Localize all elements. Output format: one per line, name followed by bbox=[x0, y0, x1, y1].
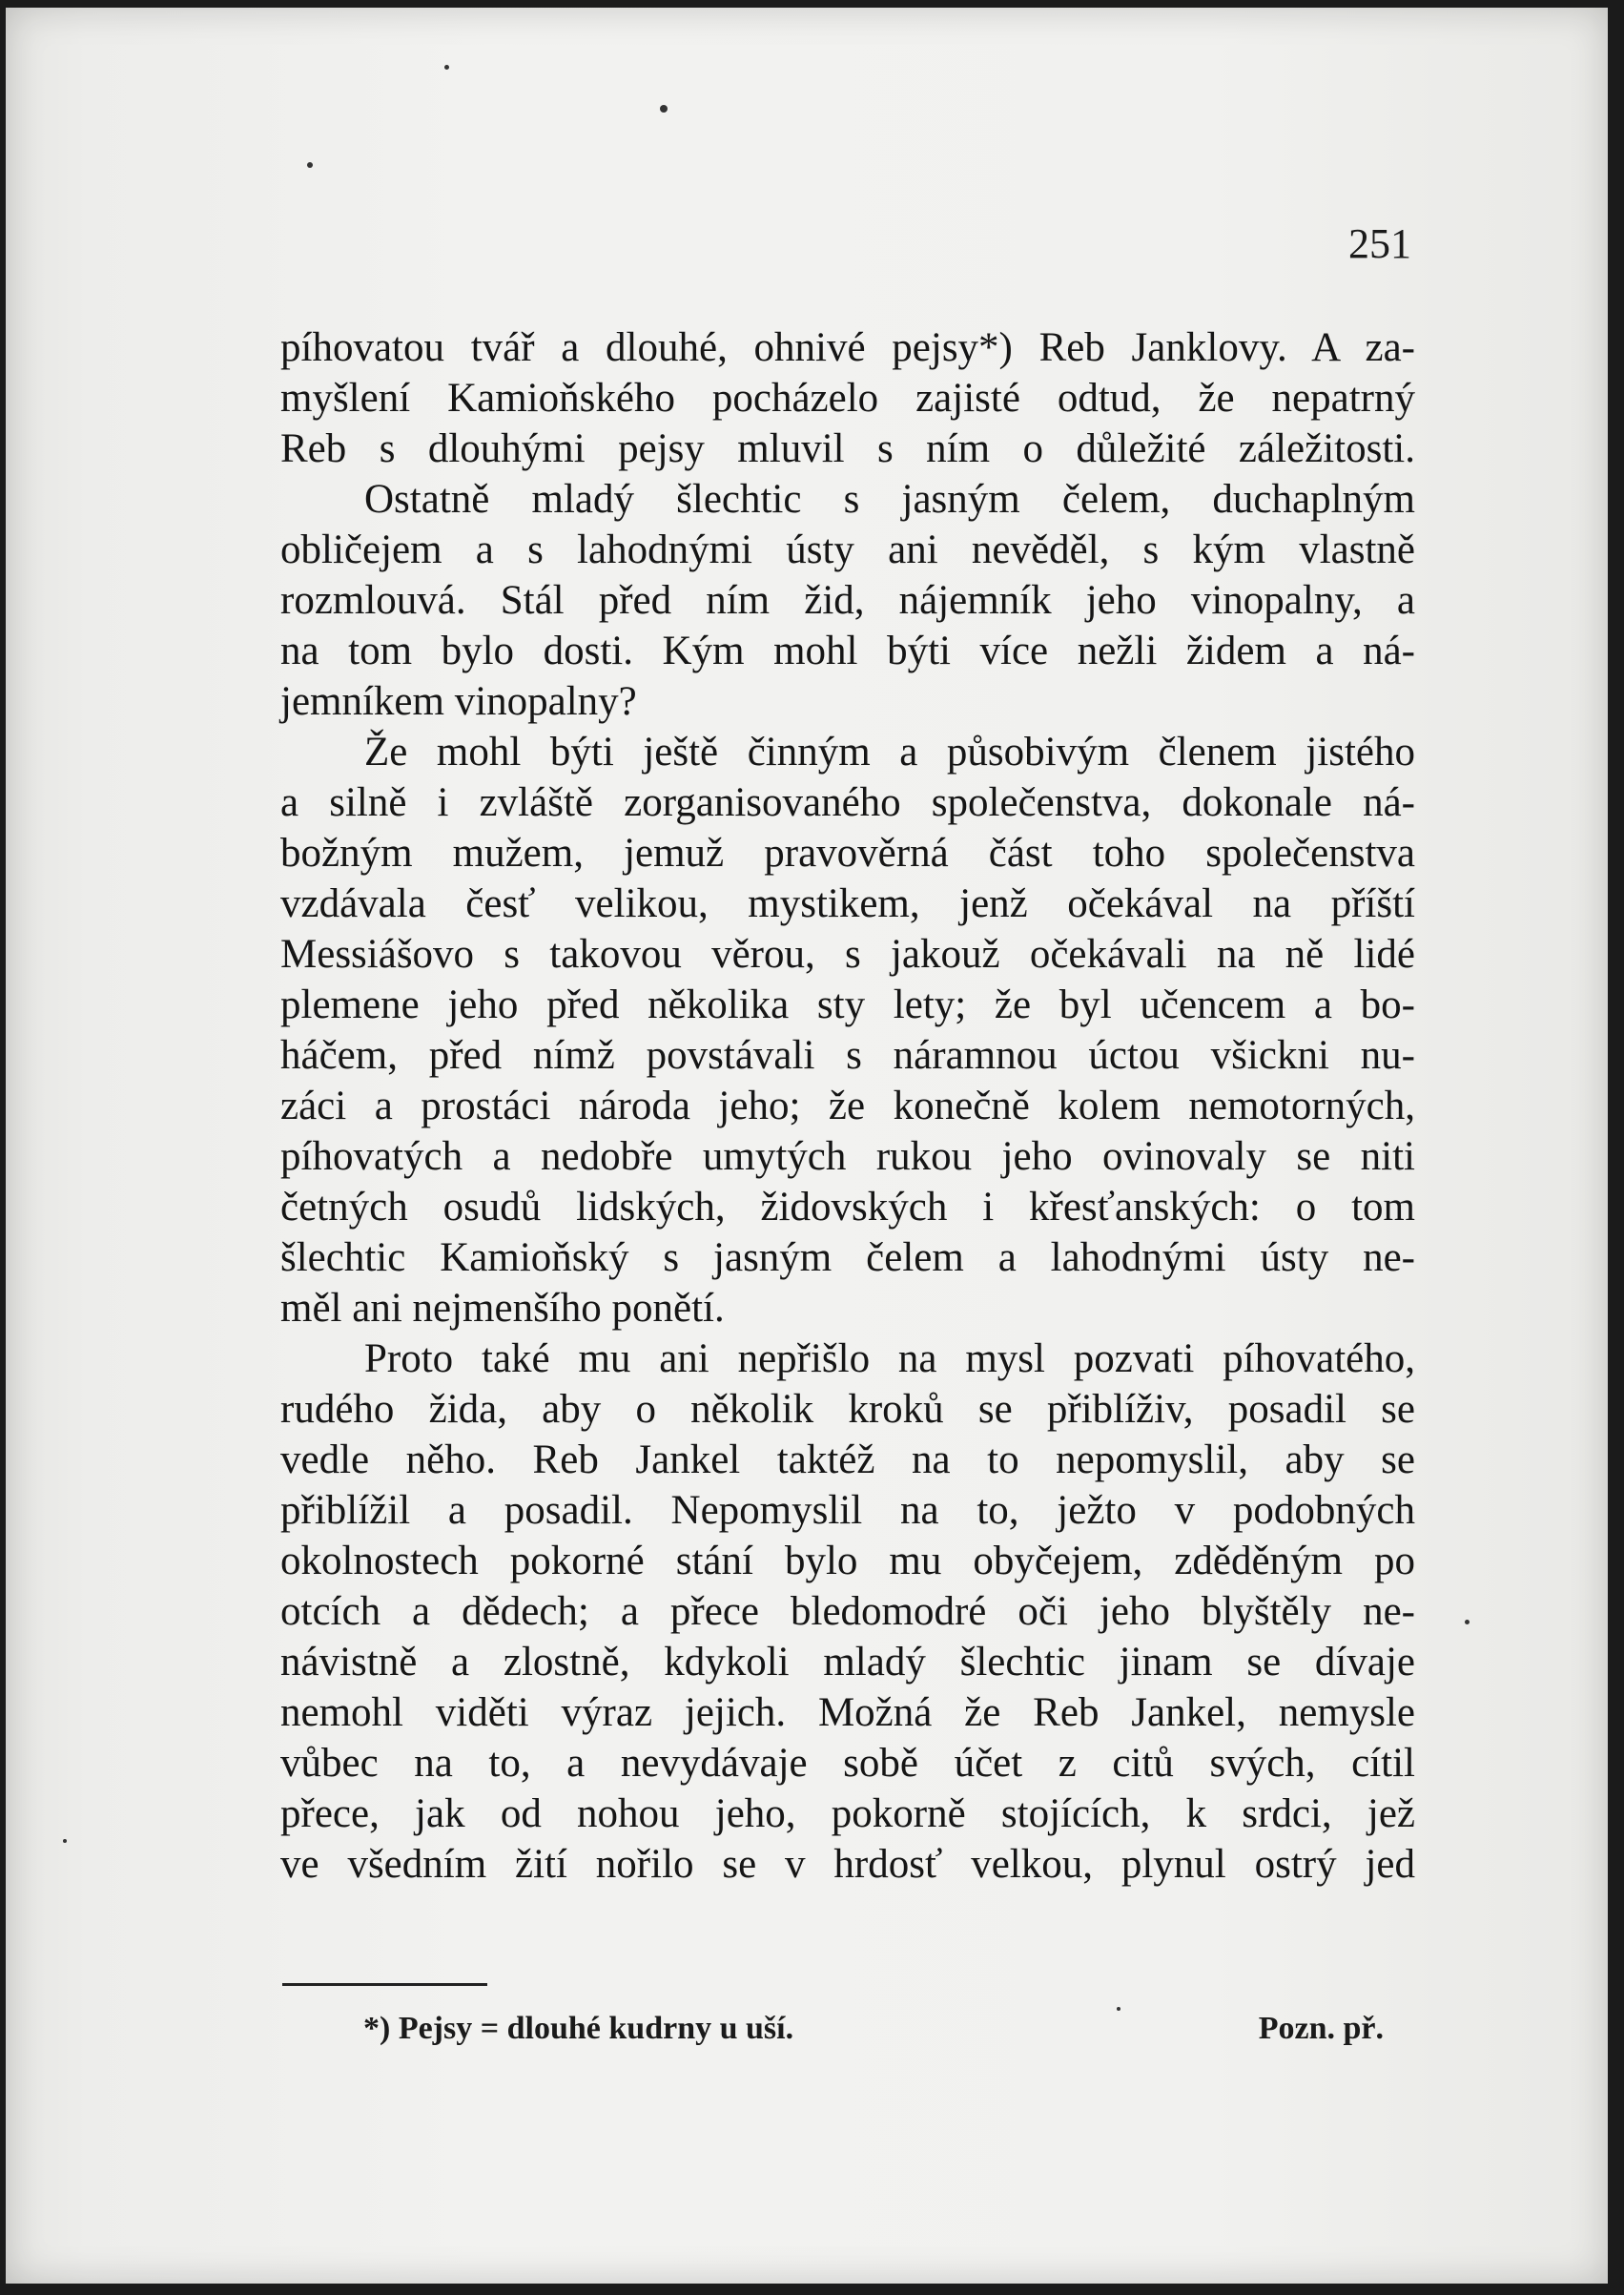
footnote-text: *) Pejsy = dlouhé kudrny u uší. bbox=[363, 2011, 794, 2046]
text-line: nemohl viděti výraz jejich. Možná že Reb Jankel, nemysle bbox=[280, 1690, 1415, 1735]
dust-speck bbox=[444, 65, 449, 70]
text-line: záci a prostáci národa jeho; že konečně kolem nemotorných, bbox=[280, 1084, 1415, 1128]
text-line: přece, jak od nohou jeho, pokorně stojících, k srdci, jež bbox=[280, 1791, 1415, 1836]
text-line: vedle něho. Reb Jankel taktéž na to nepomyslil, aby se bbox=[280, 1437, 1415, 1482]
text-line: přiblížil a posadil. Nepomyslil na to, ježto v podobných bbox=[280, 1488, 1415, 1533]
text-line: na tom bylo dosti. Kým mohl býti více nežli židem a ná- bbox=[280, 629, 1415, 673]
text-line: okolnostech pokorné stání bylo mu obyčejem, zděděným po bbox=[280, 1539, 1415, 1583]
text-line: plemene jeho před několika sty lety; že byl učencem a bo- bbox=[280, 982, 1415, 1027]
footnote bbox=[363, 2011, 1384, 2047]
body-text bbox=[280, 322, 1415, 1890]
dust-speck bbox=[307, 162, 313, 168]
text-line: myšlení Kamioňského pocházelo zajisté odtud, že nepatrný bbox=[280, 376, 1415, 421]
paragraph bbox=[280, 474, 1415, 727]
text-line: šlechtic Kamioňský s jasným čelem a lahodnými ústy ne- bbox=[280, 1235, 1415, 1280]
text-line: jemníkem vinopalny? bbox=[280, 679, 637, 724]
footnote-attribution: Pozn. př. bbox=[1258, 2011, 1384, 2046]
text-line: rudého žida, aby o několik kroků se přiblíživ, posadil se bbox=[280, 1387, 1415, 1432]
text-line: obličejem a s lahodnými ústy ani nevěděl, s kým vlastně bbox=[280, 527, 1415, 572]
text-line: rozmlouvá. Stál před ním žid, nájemník jeho vinopalny, a bbox=[280, 578, 1415, 623]
paragraph bbox=[280, 727, 1415, 1334]
text-line: ve všedním žití nořilo se v hrdosť velkou, plynul ostrý jed bbox=[280, 1842, 1415, 1887]
dust-speck bbox=[660, 105, 668, 113]
paragraph bbox=[280, 322, 1415, 474]
text-line: vůbec na to, a nevydávaje sobě účet z citů svých, cítil bbox=[280, 1741, 1415, 1786]
text-line: píhovatou tvář a dlouhé, ohnivé pejsy*) Reb Janklovy. A za- bbox=[280, 325, 1415, 370]
text-line: vzdávala česť velikou, mystikem, jenž očekával na příští bbox=[280, 881, 1415, 926]
text-line: božným mužem, jemuž pravověrná část toho společenstva bbox=[280, 831, 1415, 876]
page-number: 251 bbox=[1348, 220, 1411, 267]
text-line: háčem, před nímž povstávali s náramnou úctou všickni nu- bbox=[280, 1033, 1415, 1078]
text-line: návistně a zlostně, kdykoli mladý šlechtic jinam se dívaje bbox=[280, 1640, 1415, 1685]
text-line: Ostatně mladý šlechtic s jasným čelem, duchaplným bbox=[364, 477, 1415, 522]
text-line: Proto také mu ani nepřišlo na mysl pozvati píhovatého, bbox=[364, 1336, 1415, 1381]
text-line: Reb s dlouhými pejsy mluvil s ním o důležité záležitosti. bbox=[280, 426, 1415, 471]
dust-speck bbox=[63, 1839, 67, 1843]
text-line: píhovatých a nedobře umytých rukou jeho ovinovaly se niti bbox=[280, 1134, 1415, 1179]
text-line: otcích a dědech; a přece bledomodré oči jeho blyštěly ne- bbox=[280, 1589, 1415, 1634]
text-line: měl ani nejmenšího ponětí. bbox=[280, 1286, 725, 1331]
text-line: Že mohl býti ještě činným a působivým členem jistého bbox=[364, 730, 1415, 775]
paper-sheet bbox=[6, 8, 1608, 2284]
footnote-divider bbox=[282, 1983, 487, 1986]
paragraph bbox=[280, 1334, 1415, 1890]
text-line: četných osudů lidských, židovských i křesťanských: o tom bbox=[280, 1185, 1415, 1230]
text-line: Messiášovo s takovou věrou, s jakouž očekávali na ně lidé bbox=[280, 932, 1415, 977]
text-line: a silně i zvláště zorganisovaného společenstva, dokonale ná- bbox=[280, 780, 1415, 825]
dust-speck bbox=[1465, 1620, 1470, 1624]
